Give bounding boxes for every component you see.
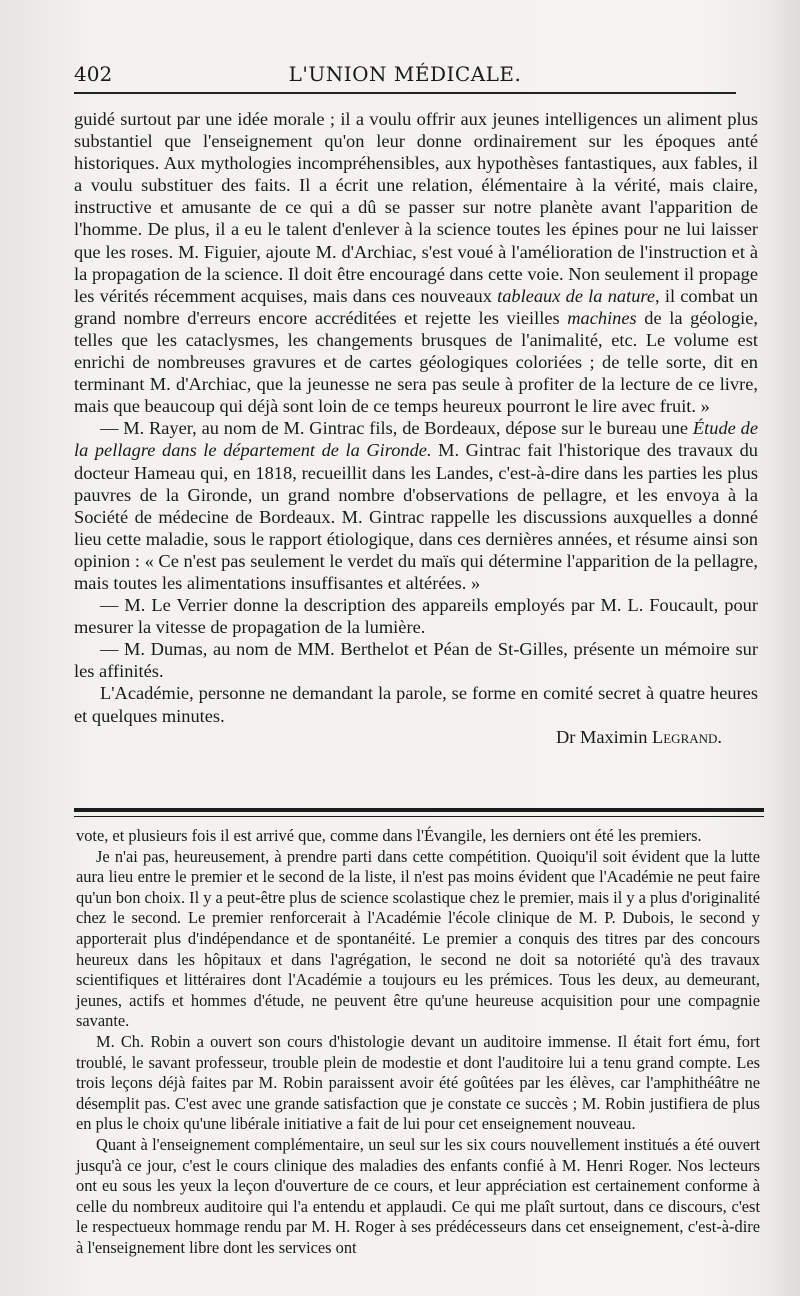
paragraph-vote: vote, et plusieurs fois il est arrivé que, comme dans l'Évangile, les derniers ont été les premiers. bbox=[76, 826, 702, 845]
paragraph-robin-course: M. Ch. Robin a ouvert son cours d'histologie devant un auditoire immense. Il était fort ému, fort troublé, le savant professeur, trouble plein de modestie et dont l'auditoire lui a tenu grand compte. Les trois leçons déjà faites par M. Robin paraissent avoir été goûtées par les élèves, car l'amphithéâtre ne désemplit pas. C'est avec une grande satisfaction que je constate ce succès ; M. Robin justifiera de plus en plus le choix qu'une libérale initiative a fait de lui pour cet enseignement nouveau. bbox=[76, 1031, 760, 1134]
page-number: 402 bbox=[74, 62, 113, 86]
text-run: — M. Rayer, au nom de M. Gintrac fils, de Bordeaux, dépose sur le bureau une bbox=[100, 418, 693, 439]
paragraph-figuier-review bbox=[74, 108, 758, 417]
italic-title: tableaux de la nature bbox=[497, 285, 656, 306]
separator-thin-rule bbox=[74, 816, 764, 817]
academy-report-column bbox=[74, 108, 758, 748]
italic-title: Étude de la pellagre dans le département de la Gironde. bbox=[74, 418, 758, 461]
page-header bbox=[74, 60, 736, 94]
paragraph-comite-secret: L'Académie, personne ne demandant la parole, se forme en comité secret à quatre heures et quelques minutes. bbox=[74, 683, 758, 726]
feuilleton-separator bbox=[74, 808, 764, 817]
paragraph-le-verrier: — M. Le Verrier donne la description des appareils employés par M. L. Foucault, pour mesurer la vitesse de propagation de la lumière. bbox=[74, 595, 758, 638]
signature bbox=[74, 726, 758, 748]
running-head: L'UNION MÉDICALE. bbox=[288, 62, 522, 86]
signature-prefix: Dr Maximin bbox=[555, 726, 652, 747]
paragraph-dumas: — M. Dumas, au nom de MM. Berthelot et Péan de St-Gilles, présente un mémoire sur les affinités. bbox=[74, 639, 758, 682]
text-run: M. Gintrac fait l'historique des travaux du docteur Hameau qui, en 1818, recueillit dans les Landes, c'est-à-dire dans les parties les plus pauvres de la Gironde, un grand nombre d'observations de pellagre, et les envoya à la Société de médecine de Bordeaux. M. Gintrac rappelle les discussions auxquelles a donné lieu cette maladie, sous le rapport étiologique, dans ces dernières années, et résume ainsi son opinion : « Ce n'est pas seulement le verdet du maïs qui détermine l'apparition de la pellagre, mais toutes les alimentations insuffisantes et altérées. » bbox=[74, 440, 758, 593]
page-edge-shadow bbox=[766, 0, 800, 1296]
text-run: guidé surtout par une idée morale ; il a voulu offrir aux jeunes intelligences un aliment plus substantiel que l'enseignement qu'on leur donne ordinairement sur les époques anté historiques. Aux mythologies incompréhensibles, aux hypothèses fantastiques, aux fables, il a voulu substituer des faits. Il a écrit une relation, élémentaire à la vérité, mais claire, instructive et amusante de ce qui a dû se passer sur notre planète avant l'apparition de l'homme. De plus, il a eu le talent d'enlever à la science toutes les épines pour ne lui laisser que les roses. M. Figuier, ajoute M. d'Archiac, s'est voué à l'amélioration de l'instruction et à la propagation de la science. Il doit être encouragé dans cette voie. Non seulement il propage les vérités récemment acquises, mais dans ces nouveaux bbox=[74, 109, 758, 306]
signature-name: Legrand. bbox=[652, 726, 722, 747]
paragraph-competition: Je n'ai pas, heureusement, à prendre parti dans cette compétition. Quoiqu'il soit évident que la lutte aura lieu entre le premier et le second de la liste, il n'est pas moins évident que l'Académie ne peut faire qu'un bon choix. Il y a peut-être plus de science scolastique chez le premier, mais il y a plus d'originalité chez le second. Le premier renforcerait à l'Académie l'école clinique de M. P. Dubois, le second y apporterait plus d'indépendance et de spontanéité. Le premier a conquis des titres par des concours heureux dans les hôpitaux et dans l'agrégation, le second ne doit sa notoriété qu'à des travaux scientifiques et littéraires dont l'Académie a toujours eu les prémices. Tous les deux, au demeurant, jeunes, actifs et hommes d'étude, ne peuvent être qu'une heureuse acquisition pour une compagnie savante. bbox=[76, 846, 760, 1031]
paragraph-rayer-pellagre bbox=[74, 417, 758, 594]
text-run: , il combat un grand nombre d'erreurs encore accréditées et rejette les vieilles bbox=[74, 285, 758, 328]
paragraph-enseignement: Quant à l'enseignement complémentaire, un seul sur les six cours nouvellement institués a été ouvert jusqu'à ce jour, c'est le cours clinique des maladies des enfants confié à M. Henri Roger. Nos lecteurs ont eu sous les yeux la leçon d'ouverture de ce cours, et leur appréciation est certainement conforme à celle du nombreux auditoire qui l'a entendu et applaudi. Ce qui me plaît surtout, dans ce discours, c'est le respectueux hommage rendu par M. H. Roger à ses prédécesseurs dans cet enseignement, c'est-à-dire à l'enseignement libre dont les services ont bbox=[76, 1134, 760, 1257]
italic-term: machines bbox=[567, 307, 637, 328]
text-run: de la géologie, telles que les cataclysmes, les changements brusques de l'animalité, etc. Le volume est enrichi de nombreuses gravures et de cartes géologiques coloriées ; de telle sorte, dit en terminant M. d'Archiac, que la jeunesse ne sera pas seule à profiter de la lecture de ce livre, mais que beaucoup qui déjà sont loin de ce temps heureux pourront le lire avec fruit. » bbox=[74, 307, 758, 417]
feuilleton-column bbox=[76, 826, 760, 1258]
